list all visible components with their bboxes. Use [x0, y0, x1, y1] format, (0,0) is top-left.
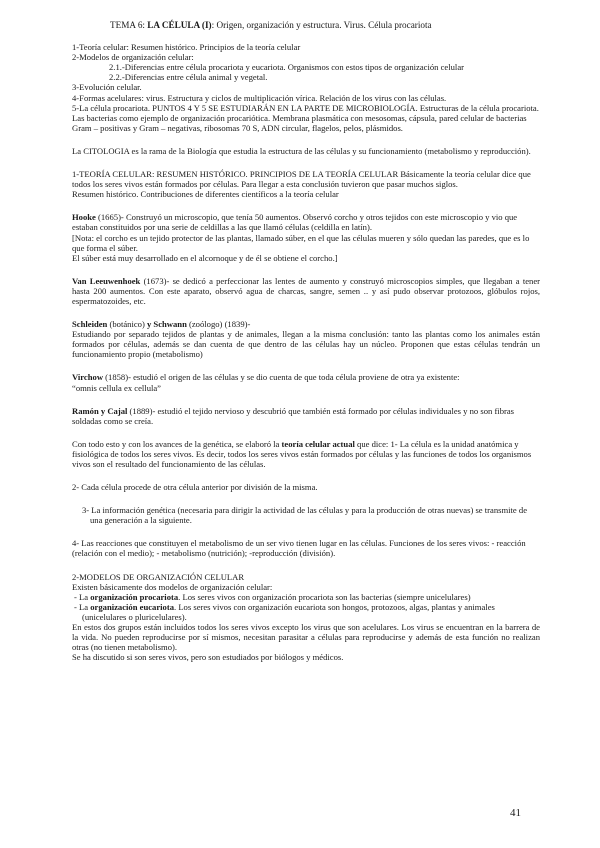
principle-1 — [72, 439, 540, 469]
eukaryote-bold: organización eucariota — [90, 601, 175, 612]
leeuwenhoek-paragraph — [72, 276, 540, 306]
section2-paragraph: En estos dos grupos están incluidos todos los seres vivos excepto los virus que son acelulares. Los virus se encuentran en la barrera de la vida. No pueden reproducirse por sí mismos, necesitan parasitar a células para reproducirse y además de esta función no realizan otras (no tienen metabolismo). — [72, 622, 540, 653]
schleiden-heading — [72, 319, 540, 329]
section2-paragraph: Se ha discutido si son seres vivos, pero son estudiados por biólogos y médicos. — [72, 652, 344, 663]
section2-intro: Existen básicamente dos modelos de organización celular: — [72, 581, 273, 592]
section1-paragraph — [72, 169, 540, 189]
table-of-contents — [72, 42, 540, 133]
virchow-text: (1858)- estudió el origen de las células y se dio cuenta de que toda célula proviene de otra ya existente: — [103, 372, 460, 383]
principle-4: 4- Las reacciones que constituyen el metabolismo de un ser vivo tienen lugar en las células. Funciones de los seres vivos: - reacción (relación con el medio); - metabolismo (nutrición); -reproducción (división). — [72, 538, 526, 559]
section1-text: Básicamente la teoría celular dice que todos los seres vivos están formados por células. Para llegar a esta conclusión tuvieron que pasar muchos siglos. — [72, 169, 531, 190]
prokaryote-text: . Los seres vivos con organización procariota son las bacterias (siempre unicelulares) — [178, 591, 471, 602]
hooke-note: El súber está muy desarrollado en el alcornoque y de él se obtiene el corcho.] — [72, 252, 338, 263]
toc-item: 3-Evolución celular. — [72, 82, 142, 93]
section2-heading: 2-MODELOS DE ORGANIZACIÓN CELULAR — [72, 571, 245, 582]
prokaryote-item — [72, 592, 540, 602]
title-tema: TEMA 6: — [110, 20, 148, 30]
schwann-name: y Schwann — [146, 319, 187, 330]
citologia-paragraph: La CITOLOGIA es la rama de la Biología que estudia la estructura de las células y su funcionamiento (metabolismo y reproducción). — [72, 145, 531, 156]
section1-heading: 1-TEORÍA CELULAR: RESUMEN HISTÓRICO. PRINCIPIOS DE LA TEORÍA CELULAR — [72, 169, 401, 180]
schleiden-text: Estudiando por separado tejidos de plantas y de animales, llegan a la misma conclusión: tanto las plantas como los animales están formados por células, además se dan cuenta de que dentro de las células hay un núcleo. Proponen que estas células tendrán un funcionamiento propio (metabolismo) — [72, 329, 540, 360]
page-title — [110, 20, 540, 30]
ramon-text: (1889)- estudió el tejido nervioso y descubrió que también está formado por células individuales y no son fibras soldadas como se creía. — [72, 405, 515, 426]
hooke-text: (1665)- Construyó un microscopio, que tenía 50 aumentos. Observó corcho y otros tejidos con este microscopio y vio que estaban constituidos por una serie de celdillas a las que llamó células (celdilla en latín). — [72, 212, 518, 233]
schleiden-mid: (botánico) — [107, 319, 147, 330]
principle-2: 2- Cada célula procede de otra célula anterior por división de la misma. — [72, 482, 318, 493]
toc-item: 2.1.-Diferencias entre célula procariota y eucariota. Organismos con estos tipos de organización celular — [109, 62, 464, 73]
virchow-name: Virchow — [72, 372, 104, 383]
toc-item: 1-Teoría celular: Resumen histórico. Principios de la teoría celular — [72, 42, 301, 53]
section1-subheading: Resumen histórico. Contribuciones de diferentes científicos a la teoría celular — [72, 189, 339, 200]
hooke-paragraph — [72, 212, 540, 232]
toc-item: 2-Modelos de organización celular: — [72, 52, 194, 63]
principles-intro: Con todo esto y con los avances de la genética, se elaboró la — [72, 438, 282, 449]
prokaryote-bold: organización procariota — [90, 591, 179, 602]
hooke-name: Hooke — [72, 212, 96, 223]
toc-item: 2.2.-Diferencias entre célula animal y vegetal. — [109, 72, 268, 83]
prokaryote-prefix: - La — [74, 591, 91, 602]
page-content — [72, 20, 540, 662]
leeuwenhoek-text: (1673)- se dedicó a perfeccionar las lentes de aumento y construyó microscopios simples, que llegaban a tener hasta 200 aumentos. Con este aparato, observó agua de charcas, sangre, semen .. y así pudo observar protozoos, glóbulos rojos, espermatozoides, etc. — [72, 275, 540, 306]
principles-text: que dice: 1- La célula es la unidad anatómica y fisiológica de todos los seres vivos. Es decir, todos los seres vivos están formados por células y las funciones de todos los organismos vivos son el resultado del funcionamiento de las células. — [72, 438, 532, 469]
schleiden-rest: (zoólogo) (1839)- — [186, 319, 251, 330]
principle-3: 3- La información genética (necesaria para dirigir la actividad de las células y para la producción de otras nuevas) se transmite de una generación a la siguiente. — [82, 505, 528, 526]
virchow-quote: “omnis cellula ex cellula” — [72, 382, 162, 393]
toc-item: 5-La célula procariota. PUNTOS 4 Y 5 SE ESTUDIARÁN EN LA PARTE DE MICROBIOLOGÍA. Estructuras de la célula procariota. Las bacterias como ejemplo de organización procariótica. Membrana plasmática con mesosomas, cápsula, pared celular de bacterias Gram – positivas y Gram – negativas, ribosomas 70 S, ADN circular, flagelos, pelos, plásmidos. — [72, 102, 539, 133]
virchow-paragraph — [72, 372, 540, 382]
ramon-name: Ramón y Cajal — [72, 405, 128, 416]
hooke-note: [Nota: el corcho es un tejido protector de las plantas, llamado súber, en el que las células mueren y sólo quedan las paredes, que es lo que forma el súber. — [72, 232, 530, 253]
eukaryote-item — [72, 602, 540, 622]
page-number: 41 — [510, 807, 521, 819]
title-rest: : Origen, organización y estructura. Virus. Célula procariota — [211, 20, 432, 30]
principles-bold: teoría celular actual — [281, 438, 355, 449]
toc-item: 4-Formas acelulares: virus. Estructura y ciclos de multiplicación vírica. Relación de los virus con las células. — [72, 92, 447, 103]
schleiden-name: Schleiden — [72, 319, 108, 330]
leeuwenhoek-name: Van Leeuwenhoek — [72, 275, 141, 286]
eukaryote-text: . Los seres vivos con organización eucariota son hongos, protozoos, algas, plantas y animales (unicelulares o pluricelulares). — [82, 601, 495, 622]
ramon-paragraph — [72, 406, 540, 426]
title-bold: LA CÉLULA (I) — [147, 20, 212, 30]
eukaryote-prefix: - La — [74, 601, 91, 612]
